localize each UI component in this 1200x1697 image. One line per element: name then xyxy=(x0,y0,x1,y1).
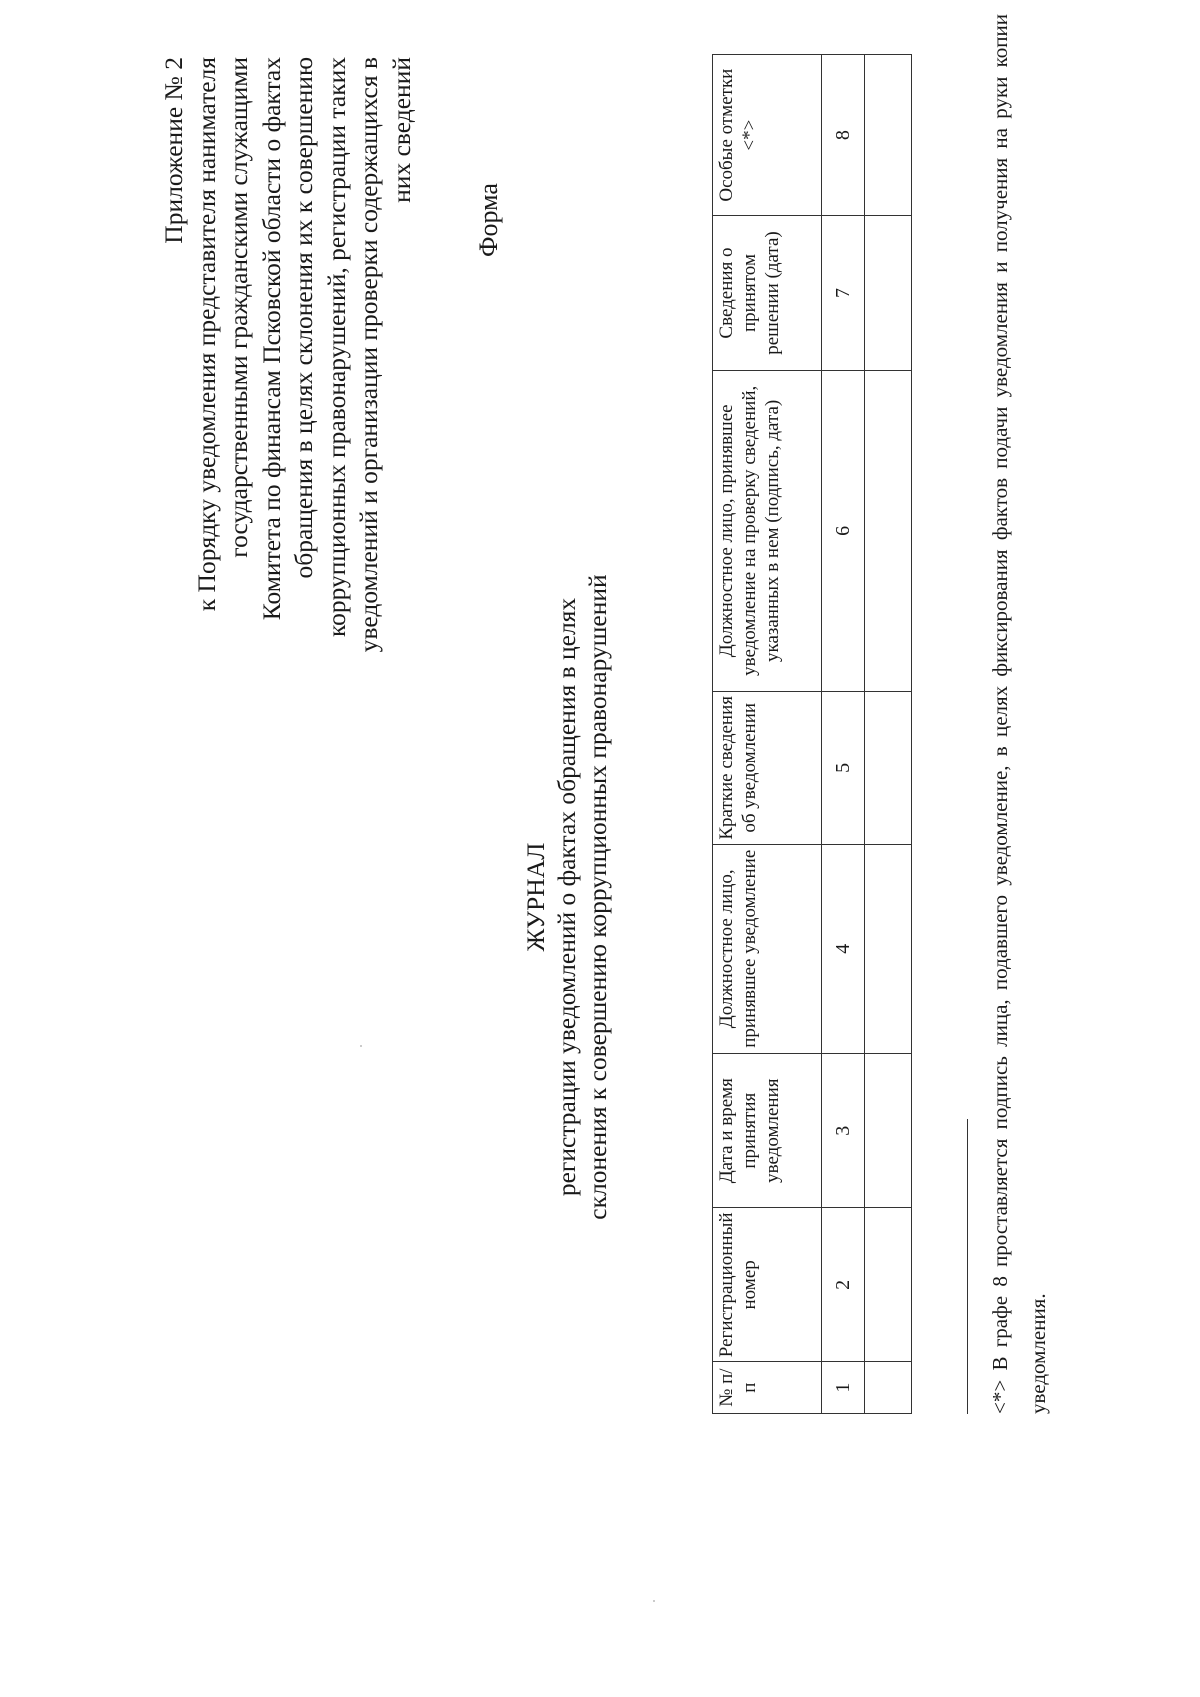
column-header: Должностное лицо, принявшее уведомление xyxy=(713,844,822,1053)
journal-title: ЖУРНАЛ xyxy=(521,842,550,952)
column-number: 4 xyxy=(822,844,865,1053)
column-header: Сведения о принятом решении (дата) xyxy=(713,216,822,370)
column-header: Регистрационный номер xyxy=(713,1208,822,1362)
column-number: 7 xyxy=(822,216,865,370)
column-header: № п/п xyxy=(713,1362,822,1414)
column-number: 6 xyxy=(822,370,865,691)
column-header: Должностное лицо, принявшее уведомление на проверку сведений, указанных в нем (подпись, дата) xyxy=(713,370,822,691)
table-cell xyxy=(865,1208,912,1362)
column-number: 2 xyxy=(822,1208,865,1362)
table-cell xyxy=(865,844,912,1053)
column-number: 3 xyxy=(822,1053,865,1208)
scan-speck xyxy=(653,1600,655,1602)
appendix-line: обращения в целях склонения их к совершению xyxy=(289,57,318,579)
table-cell xyxy=(865,1362,912,1414)
journal-subtitle: склонения к совершению коррупционных правонарушений xyxy=(583,574,612,1220)
table-row xyxy=(865,55,912,1414)
appendix-line: Комитета по финансам Псковской области о фактах xyxy=(256,57,286,621)
scan-speck xyxy=(360,1045,362,1047)
appendix-line: государственными гражданскими служащими xyxy=(224,57,253,558)
column-number-row xyxy=(822,55,865,1414)
appendix-line: Приложение № 2 xyxy=(159,57,188,244)
appendix-line: уведомлений и организации проверки содержащихся в xyxy=(354,57,383,653)
appendix-header xyxy=(158,57,418,837)
registration-table xyxy=(712,54,912,1414)
footnote-divider xyxy=(967,1119,968,1414)
table-cell xyxy=(865,55,912,216)
journal-subtitle: регистрации уведомлений о фактах обращения в целях xyxy=(552,597,581,1197)
footnote-text: <*> В графе 8 проставляется подпись лица, подавшего уведомление, в целях фиксирования фактов подачи уведомления и получения на руки копии уведомления. xyxy=(988,14,1050,1414)
column-number: 1 xyxy=(822,1362,865,1414)
journal-title-block xyxy=(520,447,613,1347)
column-header: Краткие сведения об уведомлении xyxy=(713,691,822,844)
table-cell xyxy=(865,1053,912,1208)
appendix-line: к Порядку уведомления представителя нанимателя xyxy=(191,57,221,612)
column-header: Дата и время принятия уведомления xyxy=(713,1053,822,1208)
table-header-row xyxy=(713,55,822,1414)
appendix-line: них сведений xyxy=(386,57,416,203)
table-cell xyxy=(865,691,912,844)
column-header: Особые отметки <*> xyxy=(713,55,822,216)
table-cell xyxy=(865,370,912,691)
form-label: Форма xyxy=(474,183,503,257)
column-number: 5 xyxy=(822,691,865,844)
appendix-line: коррупционных правонарушений, регистрации таких xyxy=(321,57,351,637)
table-cell xyxy=(865,216,912,370)
column-number: 8 xyxy=(822,55,865,216)
